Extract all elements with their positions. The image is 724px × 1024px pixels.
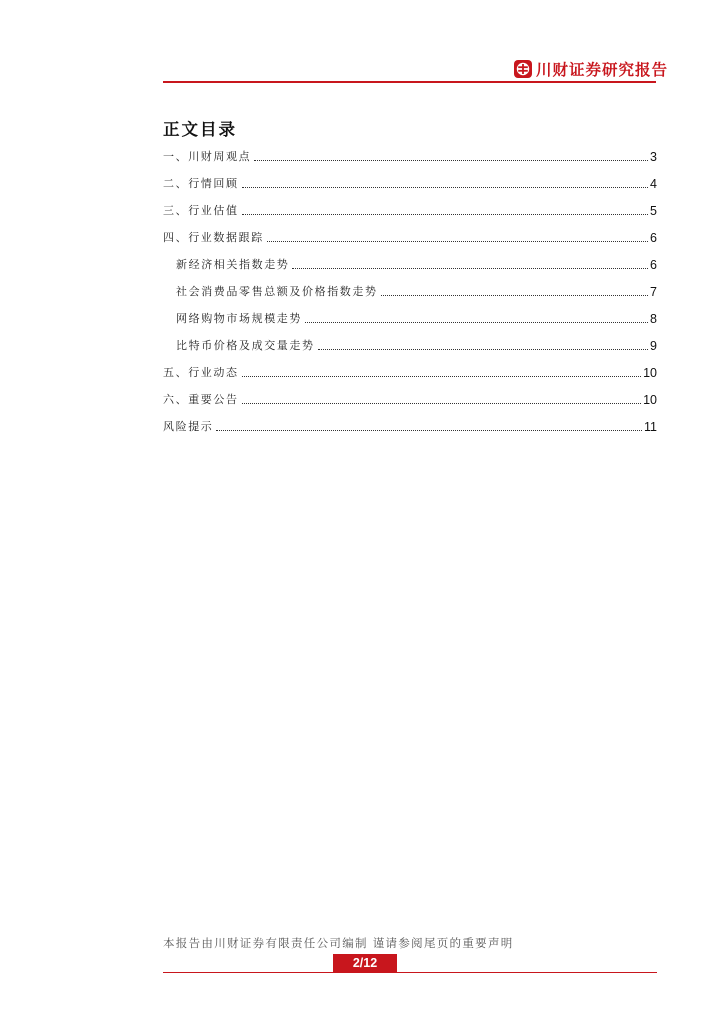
page-number-badge: 2/12 <box>333 954 397 973</box>
toc-entry-label: 社会消费品零售总额及价格指数走势 <box>176 285 378 298</box>
toc-entry-page: 6 <box>650 231 657 245</box>
toc-entry-label: 四、行业数据跟踪 <box>163 231 264 244</box>
toc-entry-label: 一、川财周观点 <box>163 150 252 163</box>
toc-leader-dots <box>292 267 648 269</box>
toc-entry-label: 五、行业动态 <box>163 366 239 379</box>
toc-entry-chuancai-view[interactable] <box>163 146 657 164</box>
toc-entry-page: 10 <box>643 366 657 380</box>
toc-leader-dots <box>216 429 642 431</box>
footer-disclaimer: 本报告由川财证券有限责任公司编制 谨请参阅尾页的重要声明 <box>163 936 514 950</box>
toc-entry-announcements[interactable] <box>163 389 657 407</box>
toc-leader-dots <box>254 159 648 161</box>
toc-leader-dots <box>318 348 648 350</box>
toc-entry-label: 风险提示 <box>163 420 214 433</box>
header-divider <box>163 81 656 83</box>
toc-entry-page: 11 <box>644 420 657 434</box>
toc-subentry-bitcoin[interactable] <box>176 335 657 353</box>
toc-entry-industry-valuation[interactable] <box>163 200 657 218</box>
toc-subentry-new-economy-index[interactable] <box>176 254 657 272</box>
toc-heading: 正文目录 <box>163 120 237 139</box>
toc-entry-market-review[interactable] <box>163 173 657 191</box>
toc-entry-label: 比特币价格及成交量走势 <box>176 339 315 352</box>
toc-entry-label: 三、行业估值 <box>163 204 239 217</box>
toc-leader-dots <box>267 240 648 242</box>
toc-leader-dots <box>242 402 641 404</box>
toc-entry-page: 7 <box>650 285 657 299</box>
toc-entry-risk-notice[interactable] <box>163 416 657 434</box>
toc-leader-dots <box>381 294 648 296</box>
toc-entry-page: 5 <box>650 204 657 218</box>
chuancai-logo-icon <box>513 59 533 79</box>
report-series-title: 川财证券研究报告 <box>536 60 669 79</box>
toc-leader-dots <box>242 375 641 377</box>
toc-entry-label: 网络购物市场规模走势 <box>176 312 302 325</box>
page-header <box>163 56 669 82</box>
toc-entry-page: 8 <box>650 312 657 326</box>
toc-entry-page: 4 <box>650 177 657 191</box>
toc-entry-label: 新经济相关指数走势 <box>176 258 290 271</box>
footer-divider <box>163 972 657 973</box>
toc-entry-industry-news[interactable] <box>163 362 657 380</box>
toc-entry-page: 6 <box>650 258 657 272</box>
toc-entry-data-tracking[interactable] <box>163 227 657 245</box>
toc-leader-dots <box>242 186 648 188</box>
toc-entry-page: 3 <box>650 150 657 164</box>
toc-entry-page: 9 <box>650 339 657 353</box>
toc-leader-dots <box>305 321 648 323</box>
toc-subentry-online-shopping[interactable] <box>176 308 657 326</box>
toc-subentry-retail-sales[interactable] <box>176 281 657 299</box>
toc-entry-page: 10 <box>643 393 657 407</box>
toc-leader-dots <box>242 213 648 215</box>
toc-entry-label: 六、重要公告 <box>163 393 239 406</box>
toc-entry-label: 二、行情回顾 <box>163 177 239 190</box>
